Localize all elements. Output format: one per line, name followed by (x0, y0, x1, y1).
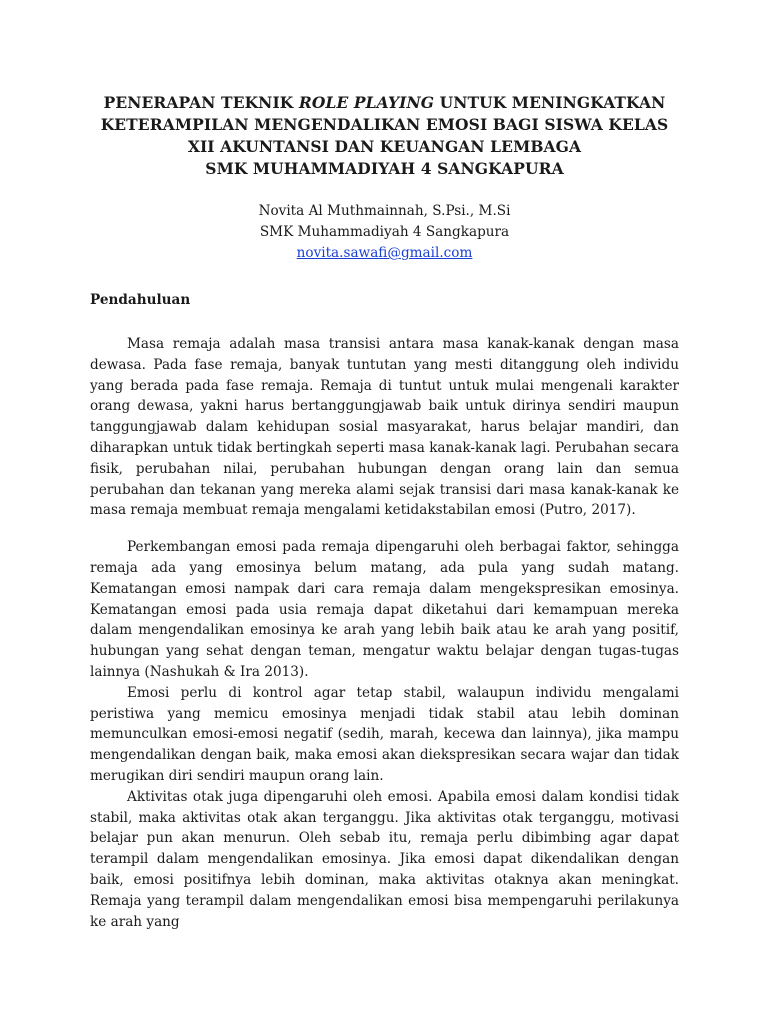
author-name: Novita Al Muthmainnah, S.Psi., M.Si (258, 203, 511, 219)
paragraph-2: Perkembangan emosi pada remaja dipengaruhi oleh berbagai faktor, sehingga remaja ada yang emosinya belum matang, ada pula yang sudah matang. Kematangan emosi nampak dari cara remaja dalam mengekspresikan emosinya. Kematangan emosi pada usia remaja dapat diketahui dari kemampuan mereka dalam mengendalikan emosinya ke arah yang lebih baik atau ke arah yang positif, hubungan yang sehat dengan teman, mengatur waktu belajar dengan tugas-tugas lainnya (Nashukah & Ira 2013). (90, 539, 679, 680)
title-line-3: XII AKUNTANSI DAN KEUANGAN LEMBAGA (187, 137, 582, 156)
paragraph-3: Emosi perlu di kontrol agar tetap stabil, walaupun individu mengalami peristiwa yang memicu emosinya menjadi tidak stabil atau lebih dominan memunculkan emosi-emosi negatif (sedih, marah, kecewa dan lainnya), jika mampu mengendalikan dengan baik, maka emosi akan diekspresikan secara wajar dan tidak merugikan diri sendiri maupun orang lain. (90, 684, 679, 784)
paragraph-4: Aktivitas otak juga dipengaruhi oleh emosi. Apabila emosi dalam kondisi tidak stabil, maka aktivitas otak akan terganggu. Jika aktivitas otak terganggu, motivasi belajar pun akan menurun. Oleh sebab itu, remaja perlu dibimbing agar dapat terampil dalam mengendalikan emosinya. Jika emosi dapat dikendalikan dengan baik, emosi positifnya lebih dominan, maka aktivitas otaknya akan meningkat. Remaja yang terampil dalam mengendalikan emosi bisa mempengaruhi perilakunya ke arah yang (90, 788, 679, 930)
author-affiliation: SMK Muhammadiyah 4 Sangkapura (259, 224, 510, 240)
title-line-1-start: PENERAPAN TEKNIK (103, 93, 299, 112)
title-line-2: KETERAMPILAN MENGENDALIKAN EMOSI BAGI SISWA KELAS (100, 115, 669, 134)
author-email-link[interactable]: novita.sawafi@gmail.com (296, 245, 473, 261)
title-line-1-end: UNTUK MENINGKATKAN (434, 93, 666, 112)
paper-page (90, 92, 679, 932)
title-line-4: SMK MUHAMMADIYAH 4 SANGKAPURA (205, 159, 564, 178)
author-block (90, 201, 679, 264)
paper-title (90, 92, 679, 180)
title-line-1 (90, 92, 679, 114)
section-heading: Pendahuluan (90, 292, 191, 308)
title-italic-term: ROLE PLAYING (298, 93, 435, 112)
paragraph-1: Masa remaja adalah masa transisi antara masa kanak-kanak dengan masa dewasa. Pada fase remaja, banyak tuntutan yang mesti ditanggung oleh individu yang berada pada fase remaja. Remaja di tuntut untuk mulai mengenali karakter orang dewasa, yakni harus bertanggungjawab baik untuk dirinya sendiri maupun tanggungjawab dalam kehidupan sosial masyarakat, harus belajar mandiri, dan diharapkan untuk tidak bertingkah seperti masa kanak-kanak lagi. Perubahan secara fisik, perubahan nilai, perubahan hubungan dengan orang lain dan semua perubahan dan tekanan yang mereka alami sejak transisi dari masa kanak-kanak ke masa remaja membuat remaja mengalami ketidakstabilan emosi (Putro, 2017). (90, 336, 679, 519)
